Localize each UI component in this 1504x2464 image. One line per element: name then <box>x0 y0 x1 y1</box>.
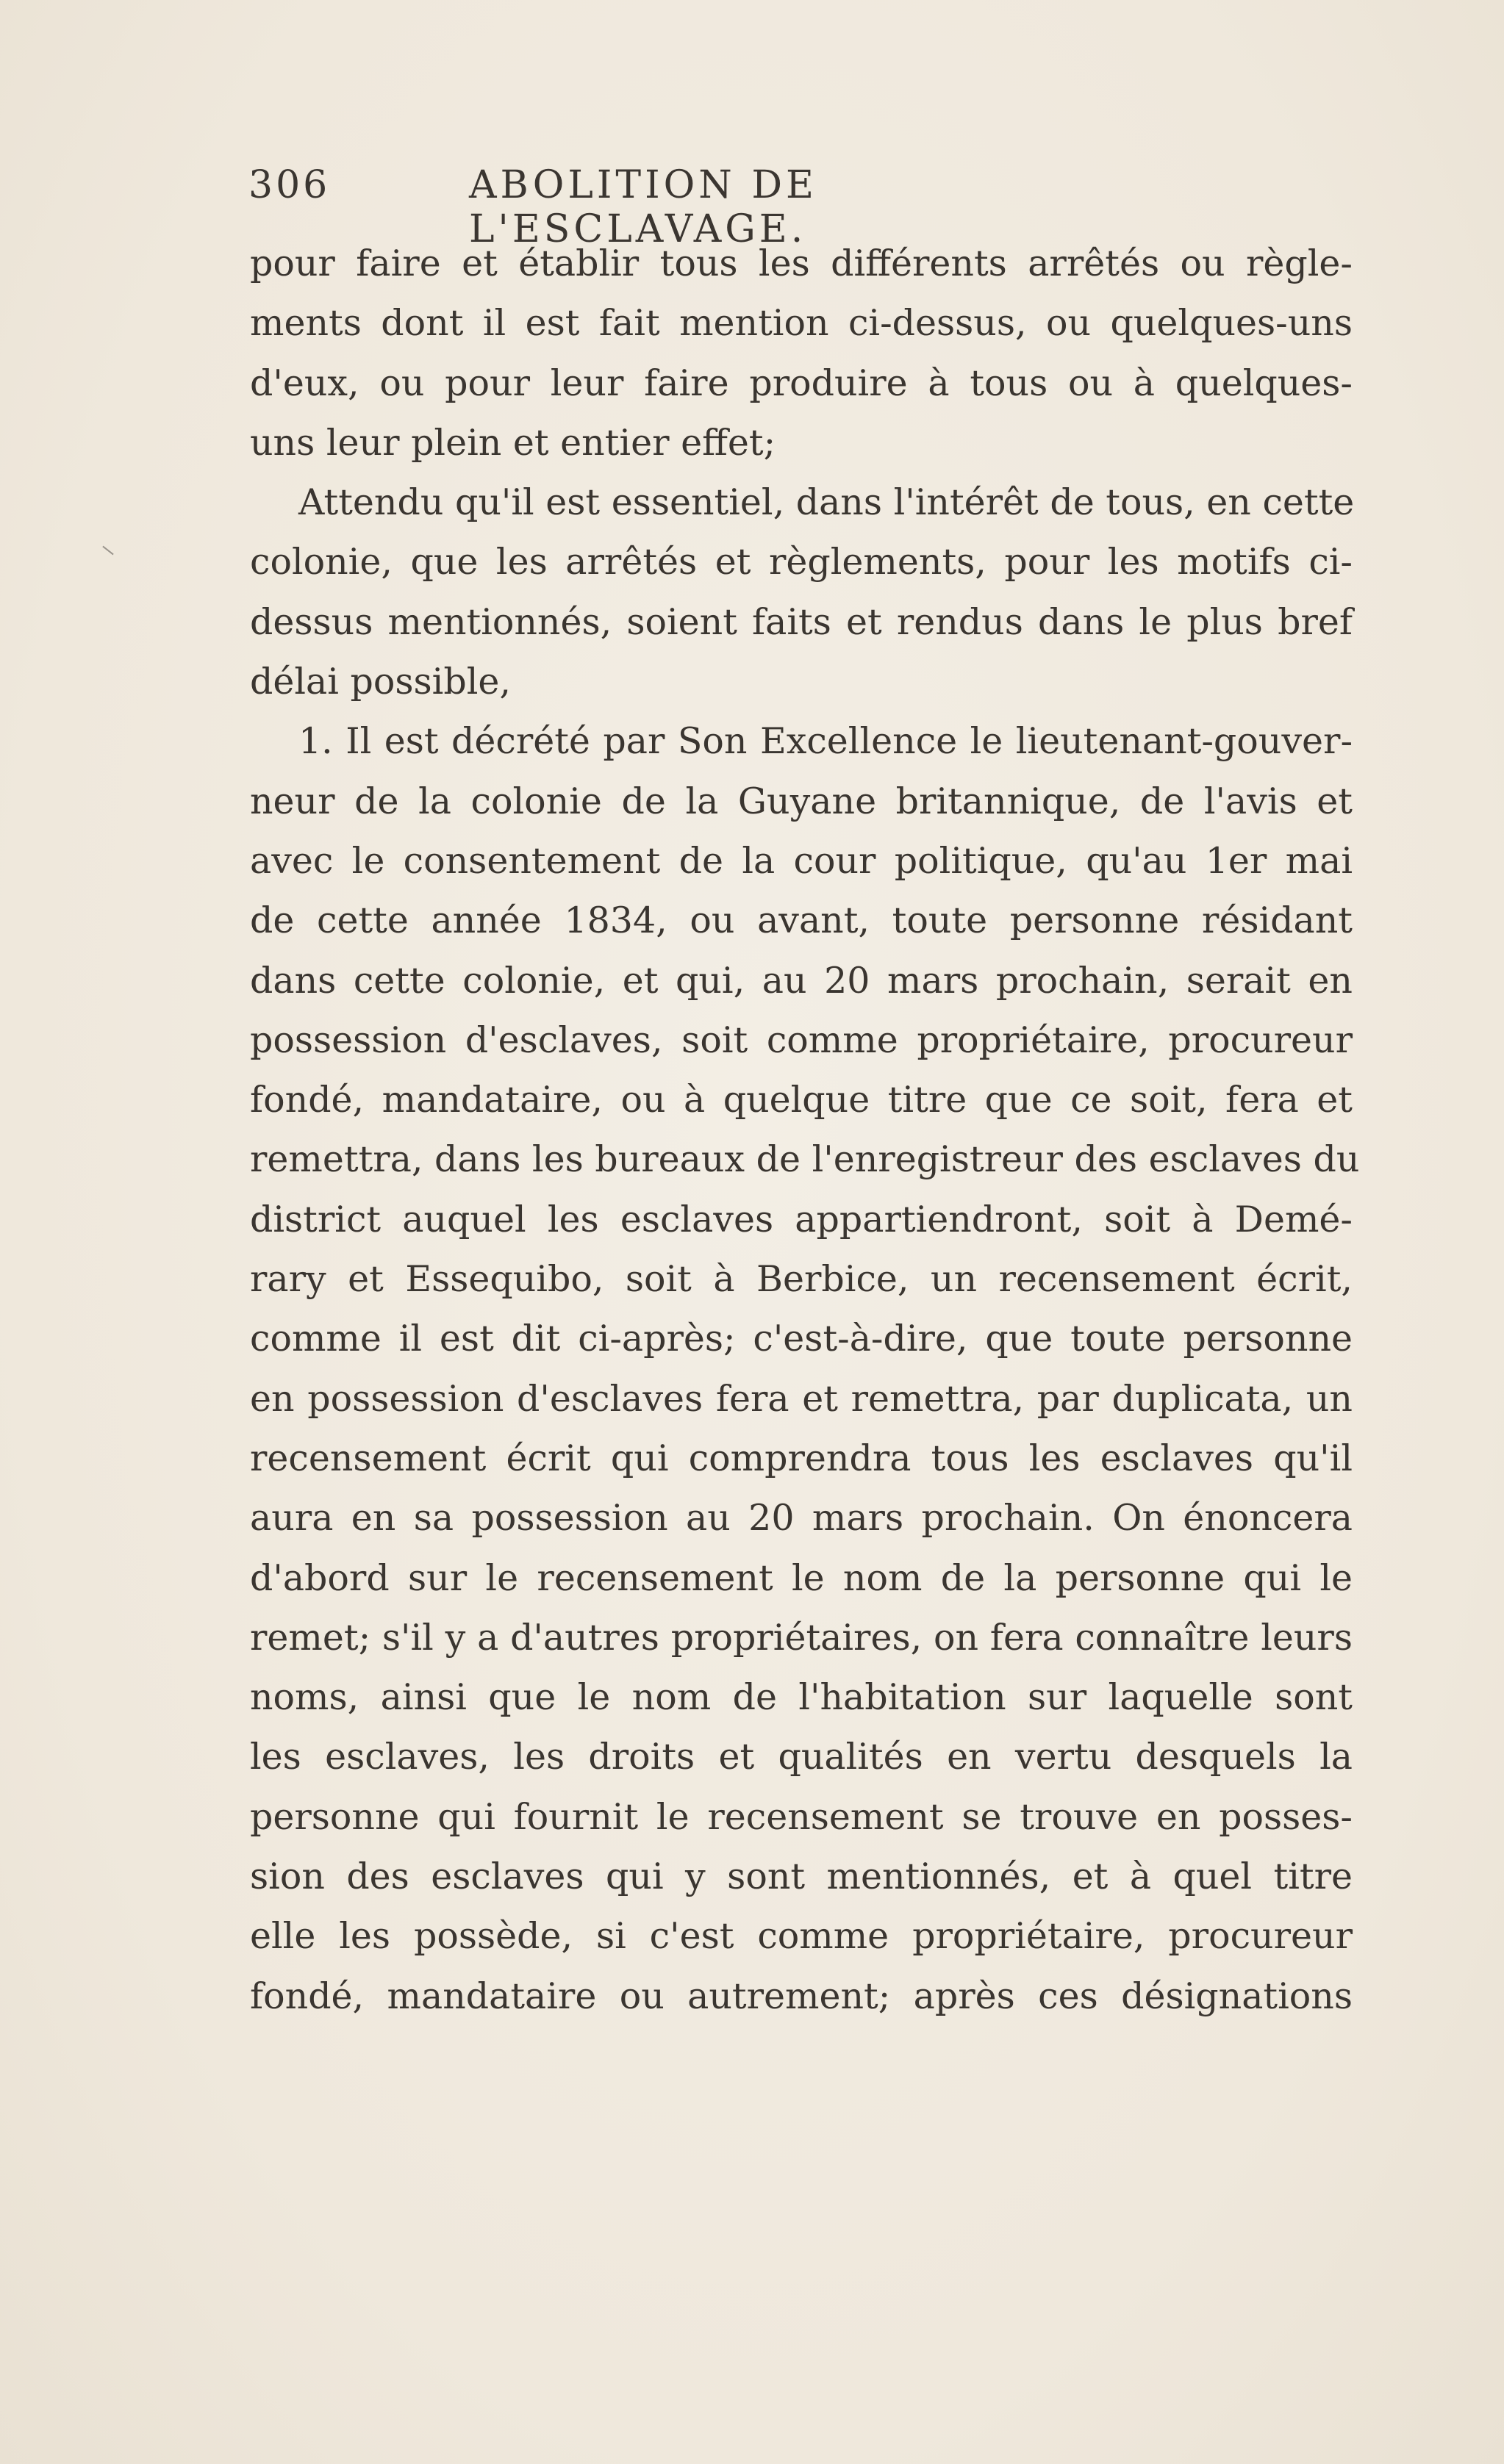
page-number: 306 <box>248 163 331 207</box>
text-line: avec le consentement de la cour politique, qu'au 1er mai <box>250 839 1353 882</box>
text-line: d'abord sur le recensement le nom de la personne qui le <box>250 1556 1353 1599</box>
text-line: dessus mentionnés, soient faits et rendus dans le plus bref <box>250 600 1353 643</box>
text-line: remettra, dans les bureaux de l'enregistreur des esclaves du <box>250 1138 1360 1181</box>
text-line: fondé, mandataire, ou à quelque titre que ce soit, fera et <box>250 1079 1353 1121</box>
text-line: possession d'esclaves, soit comme propriétaire, procureur <box>250 1019 1353 1061</box>
text-line: uns leur plein et entier effet; <box>250 421 776 464</box>
text-line: les esclaves, les droits et qualités en vertu desquels la <box>250 1736 1353 1778</box>
text-line: 1. Il est décrété par Son Excellence le lieutenant-gouver- <box>298 720 1353 763</box>
text-line: recensement écrit qui comprendra tous les esclaves qu'il <box>250 1437 1353 1479</box>
text-line: colonie, que les arrêtés et règlements, pour les motifs ci- <box>250 541 1353 583</box>
text-line: elle les possède, si c'est comme propriétaire, procureur <box>250 1915 1353 1958</box>
text-line: de cette année 1834, ou avant, toute personne résidant <box>250 899 1353 942</box>
text-line: personne qui fournit le recensement se trouve en posses- <box>250 1795 1353 1838</box>
text-line: dans cette colonie, et qui, au 20 mars prochain, serait en <box>250 959 1353 1002</box>
running-title: ABOLITION DE L'ESCLAVAGE. <box>469 163 817 251</box>
body-text <box>250 234 1360 2026</box>
text-line: en possession d'esclaves fera et remettra, par duplicata, un <box>250 1377 1353 1420</box>
text-line: pour faire et établir tous les différents arrêtés ou règle- <box>250 243 1353 284</box>
text-line: district auquel les esclaves appartiendront, soit à Demé- <box>250 1198 1353 1240</box>
text-line: Attendu qu'il est essentiel, dans l'intérêt de tous, en cette <box>298 481 1355 524</box>
text-line: délai possible, <box>250 661 511 703</box>
margin-mark <box>102 546 113 556</box>
text-line: sion des esclaves qui y sont mentionnés, et à quel titre <box>250 1856 1353 1898</box>
text-line: fondé, mandataire ou autrement; après ces désignations <box>250 1975 1353 2017</box>
text-line: aura en sa possession au 20 mars prochain. On énoncera <box>250 1497 1353 1540</box>
text-line: d'eux, ou pour leur faire produire à tous ou à quelques- <box>250 362 1353 404</box>
text-line: comme il est dit ci-après; c'est-à-dire, que toute personne <box>250 1318 1353 1360</box>
page-header <box>248 163 1138 251</box>
text-line: ments dont il est fait mention ci-dessus, ou quelques-uns <box>250 302 1353 345</box>
text-line: neur de la colonie de la Guyane britannique, de l'avis et <box>250 780 1353 822</box>
text-line: noms, ainsi que le nom de l'habitation sur laquelle sont <box>250 1676 1353 1719</box>
text-line: rary et Essequibo, soit à Berbice, un recensement écrit, <box>250 1258 1353 1301</box>
text-line: remet; s'il y a d'autres propriétaires, on fera connaître leurs <box>250 1616 1353 1659</box>
